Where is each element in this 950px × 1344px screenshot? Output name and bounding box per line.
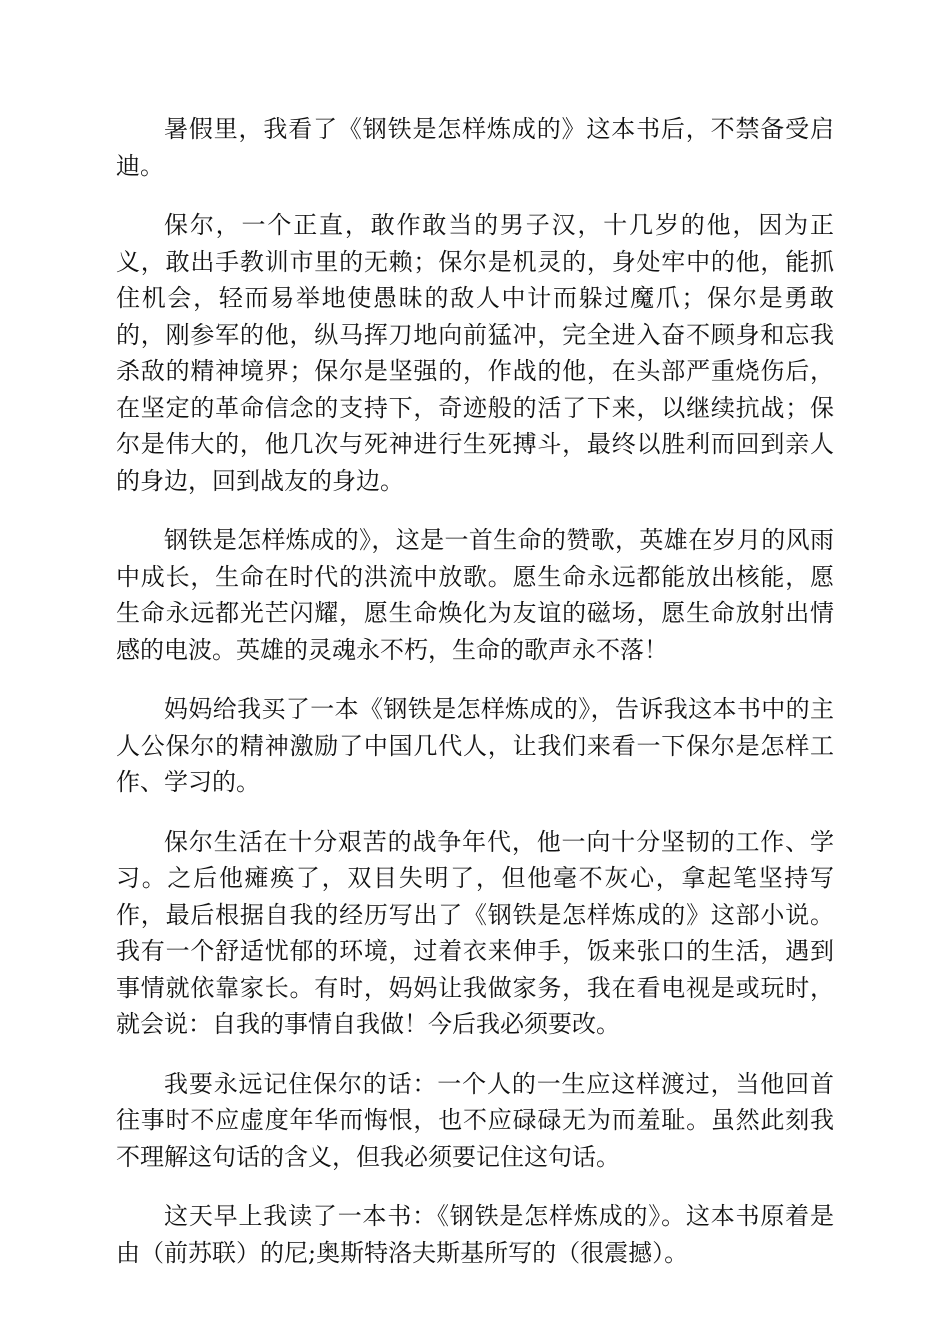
paragraph-7: 这天早上我读了一本书：《钢铁是怎样炼成的》。这本书原着是由（前苏联）的尼;奥斯特洛夫斯基所写的（很震撼）。	[116, 1202, 834, 1267]
paragraph-3: 钢铁是怎样炼成的》，这是一首生命的赞歌，英雄在岁月的风雨中成长，生命在时代的洪流中放歌。愿生命永远都能放出核能，愿生命永远都光芒闪耀，愿生命焕化为友谊的磁场，愿生命放射出情感的电波。英雄的灵魂永不朽，生命的歌声永不落！	[116, 526, 834, 664]
paragraph-1: 暑假里，我看了《钢铁是怎样炼成的》这本书后，不禁备受启迪。	[116, 115, 834, 180]
paragraph-2: 保尔，一个正直，敢作敢当的男子汉，十几岁的他，因为正义，敢出手教训市里的无赖；保尔是机灵的，身处牢中的他，能抓住机会，轻而易举地使愚昧的敌人中计而躲过魔爪；保尔是勇敢的，刚参军的他，纵马挥刀地向前猛冲，完全进入奋不顾身和忘我杀敌的精神境界；保尔是坚强的，作战的他，在头部严重烧伤后，在坚定的革命信念的支持下，奇迹般的活了下来，以继续抗战；保尔是伟大的，他几次与死神进行生死搏斗，最终以胜利而回到亲人的身边，回到战友的身边。	[116, 211, 834, 495]
paragraph-6: 我要永远记住保尔的话：一个人的一生应这样渡过，当他回首往事时不应虚度年华而悔恨，也不应碌碌无为而羞耻。虽然此刻我不理解这句话的含义，但我必须要记住这句话。	[116, 1069, 834, 1171]
document-body	[116, 111, 834, 1294]
paragraph-5: 保尔生活在十分艰苦的战争年代，他一向十分坚韧的工作、学习。之后他瘫痪了，双目失明了，但他毫不灰心，拿起笔坚持写作，最后根据自我的经历写出了《钢铁是怎样炼成的》这部小说。我有一个舒适忧郁的环境，过着衣来伸手，饭来张口的生活，遇到事情就依靠家长。有时，妈妈让我做家务，我在看电视是或玩时，就会说：自我的事情自我做！今后我必须要改。	[116, 827, 834, 1038]
paragraph-4: 妈妈给我买了一本《钢铁是怎样炼成的》，告诉我这本书中的主人公保尔的精神激励了中国几代人，让我们来看一下保尔是怎样工作、学习的。	[116, 695, 834, 796]
